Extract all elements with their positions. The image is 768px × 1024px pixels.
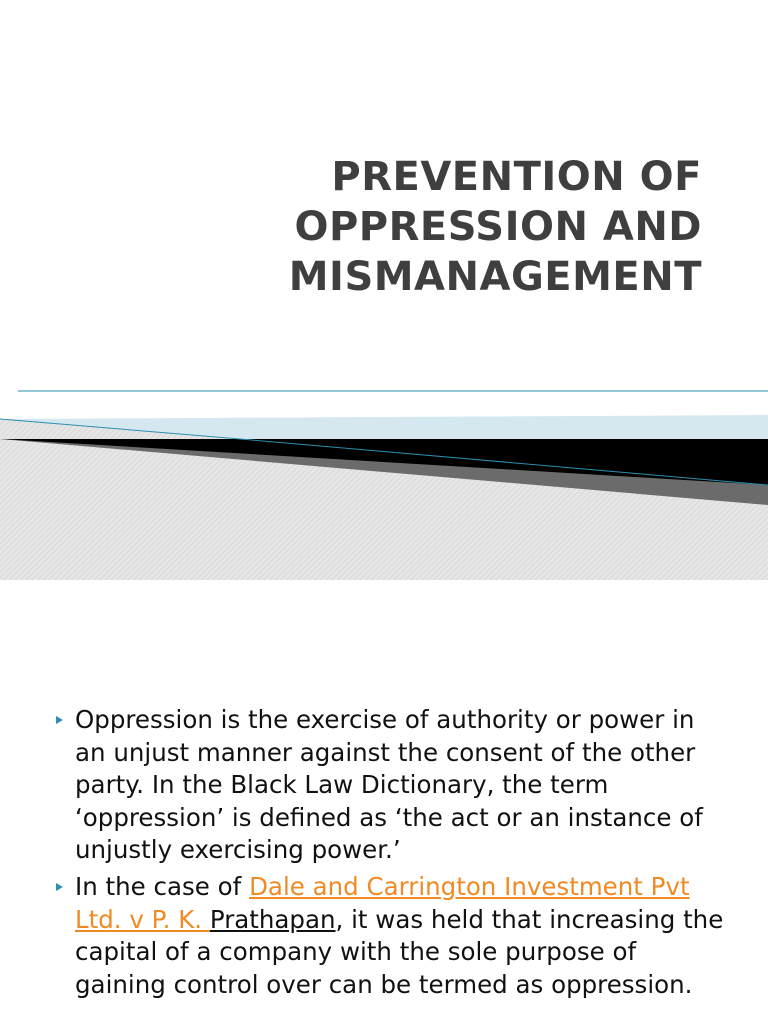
title-line-1: PREVENTION OF (331, 154, 702, 200)
title-line-3: MISMANAGEMENT (288, 254, 702, 300)
title-line-2: OPPRESSION AND (294, 204, 702, 250)
case-link[interactable]: Dale and Carrington Investment Pvt Ltd. v P. K. (75, 871, 690, 934)
bullet-item (52, 871, 732, 1001)
slide-title (142, 152, 702, 302)
bullet-item (52, 704, 732, 867)
bullet-suffix: , it was held that increasing the capital of a company with the sole purpose of gaining control over can be termed as oppression. (75, 904, 724, 999)
bullet-prefix: In the case of (75, 871, 250, 901)
decorative-band (0, 385, 768, 580)
bullet-arrow-icon (56, 716, 63, 724)
case-name-underlined: Prathapan (209, 904, 336, 934)
slide-content (52, 704, 732, 1005)
bullet-text: Oppression is the exercise of authority or power in an unjust manner against the consent of the other party. In the Black Law Dictionary, the term ‘oppression’ is defined as ‘the act or an instance of unjustly exercising power.’ (75, 705, 703, 865)
bullet-arrow-icon (56, 883, 63, 891)
